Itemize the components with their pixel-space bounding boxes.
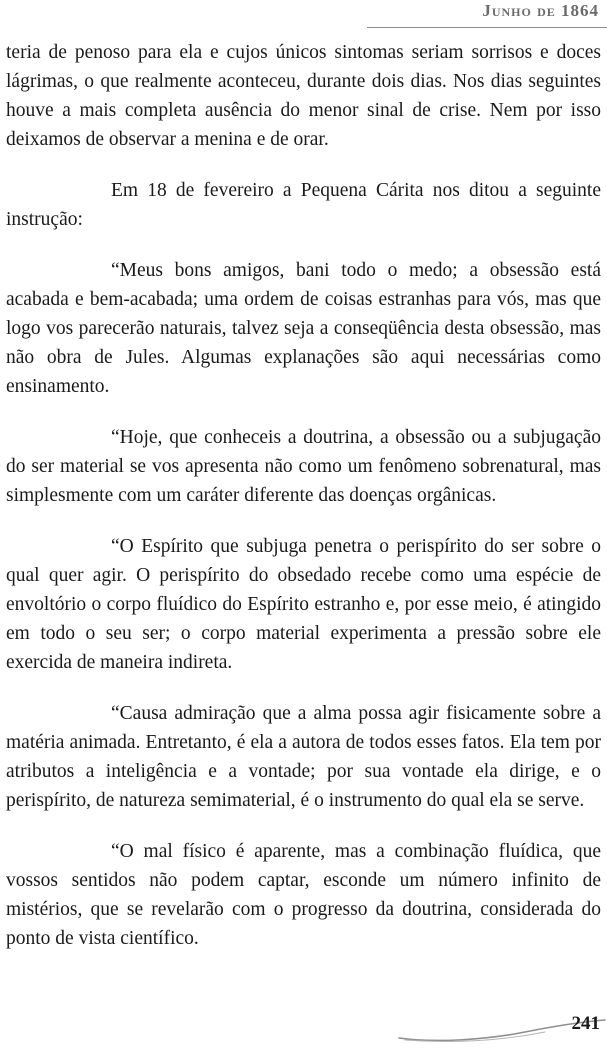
header-rule (367, 27, 607, 28)
page-number: 241 (571, 1013, 600, 1034)
running-header: Junho de 1864 (482, 1, 599, 20)
paragraph: “O Espírito que subjuga penetra o perispírito do ser sobre o qual quer agir. O perispírito do obsedado recebe como uma espécie de envoltório o corpo fluídico do Espírito estranho e, por esse meio, é atingido em todo o seu ser; o corpo material experimenta a pressão sobre ele exercida de maneira indireta. (6, 536, 601, 673)
paragraph-continuation: teria de penoso para ela e cujos únicos sintomas seriam sorrisos e doces lágrimas, o que realmente aconteceu, durante dois dias. Nos dias seguintes houve a mais completa ausência do menor sinal de crise. Nem por isso deixamos de observar a menina e de orar. (6, 42, 601, 150)
paragraph: “Hoje, que conheceis a doutrina, a obsessão ou a subjugação do ser material se vos apresenta não como um fenômeno sobrenatural, mas simplesmente com um caráter diferente das doenças orgânicas. (6, 427, 601, 506)
paragraph: “Meus bons amigos, bani todo o medo; a obsessão está acabada e bem-acabada; uma ordem de coisas estranhas para vós, mas que logo vos parecerão naturais, talvez seja a conseqüência desta obsessão, mas não obra de Jules. Algumas explanações são aqui necessárias como ensinamento. (6, 260, 601, 397)
paragraph: “O mal físico é aparente, mas a combinação fluídica, que vossos sentidos não podem captar, esconde um número infinito de mistérios, que se revelarão com o progresso da doutrina, considerada do ponto de vista científico. (6, 841, 601, 949)
paragraph: Em 18 de fevereiro a Pequena Cárita nos ditou a seguinte instrução: (6, 180, 601, 230)
page-body (6, 38, 601, 975)
paragraph: “Causa admiração que a alma possa agir fisicamente sobre a matéria animada. Entretanto, é ela a autora de todos esses fatos. Ela tem por atributos a inteligência e a vontade; por sua vontade ela dirige, e o perispírito, de natureza semimaterial, é o instrumento do qual ela se serve. (6, 703, 601, 811)
